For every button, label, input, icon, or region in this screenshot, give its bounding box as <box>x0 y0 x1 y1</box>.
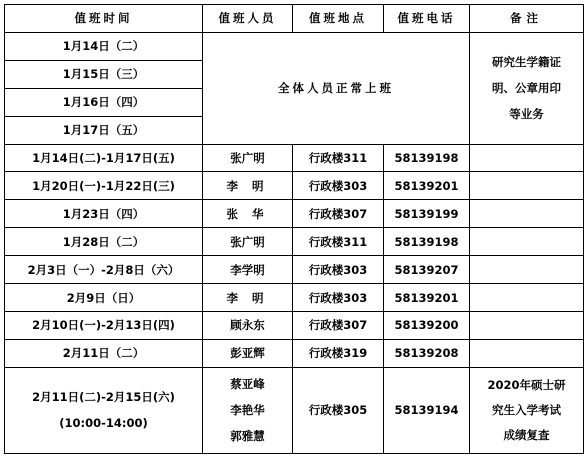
row-date: 2月10日(一)-2月13日(四) <box>5 311 203 339</box>
row-note <box>470 172 584 200</box>
row-note <box>470 228 584 256</box>
last-date-line: 2月11日(二)-2月15日(六) <box>32 390 175 405</box>
row-place: 行政楼311 <box>293 144 384 172</box>
note-line: 研究生学籍证 <box>492 55 561 70</box>
table-row <box>5 32 584 60</box>
header-person: 值班人员 <box>203 5 293 33</box>
note-line: 成绩复查 <box>503 427 550 442</box>
row-person: 李学明 <box>203 256 293 284</box>
row-phone: 58139208 <box>384 339 470 367</box>
person-name: 蔡亚峰 <box>230 377 265 392</box>
row-phone: 58139199 <box>384 200 470 228</box>
last-time-line: (10:00-14:00) <box>59 416 148 431</box>
row-date: 1月14日(二)-1月17日(五) <box>5 144 203 172</box>
table-row <box>5 228 584 256</box>
table-row <box>5 200 584 228</box>
row-place: 行政楼319 <box>293 339 384 367</box>
row-note <box>470 311 584 339</box>
normal-date-1: 1月14日（二） <box>5 32 203 60</box>
row-date: 2月9日（日） <box>5 284 203 312</box>
row-person: 彭亚辉 <box>203 339 293 367</box>
row-phone: 58139201 <box>384 284 470 312</box>
row-person: 张广明 <box>203 228 293 256</box>
header-phone: 值班电话 <box>384 5 470 33</box>
note-line: 2020年硕士研 <box>487 377 566 392</box>
table-row <box>5 172 584 200</box>
header-place: 值班地点 <box>293 5 384 33</box>
row-person: 张广明 <box>203 144 293 172</box>
row-place: 行政楼307 <box>293 200 384 228</box>
row-note <box>470 256 584 284</box>
row-person: 张 华 <box>203 200 293 228</box>
table-row <box>5 284 584 312</box>
row-place: 行政楼303 <box>293 256 384 284</box>
row-phone: 58139207 <box>384 256 470 284</box>
row-place: 行政楼311 <box>293 228 384 256</box>
last-persons-cell <box>203 367 293 453</box>
row-phone: 58139200 <box>384 311 470 339</box>
row-phone: 58139198 <box>384 228 470 256</box>
normal-date-4: 1月17日（五） <box>5 116 203 144</box>
row-date: 1月23日（四） <box>5 200 203 228</box>
row-phone: 58139201 <box>384 172 470 200</box>
person-name: 李艳华 <box>230 403 265 418</box>
note-line: 等业务 <box>509 107 544 122</box>
table-row <box>5 311 584 339</box>
table-row <box>5 339 584 367</box>
header-row <box>5 5 584 33</box>
header-note: 备注 <box>470 5 584 33</box>
normal-date-2: 1月15日（三） <box>5 60 203 88</box>
table-row-last <box>5 367 584 453</box>
row-person: 顾永东 <box>203 311 293 339</box>
row-note <box>470 339 584 367</box>
table-row <box>5 144 584 172</box>
table-row <box>5 256 584 284</box>
normal-date-3: 1月16日（四） <box>5 88 203 116</box>
person-name: 郭雅慧 <box>230 429 265 444</box>
last-place: 行政楼305 <box>293 367 384 453</box>
row-person: 李 明 <box>203 284 293 312</box>
row-note <box>470 200 584 228</box>
last-phone: 58139194 <box>384 367 470 453</box>
row-date: 2月3日（一）-2月8日（六） <box>5 256 203 284</box>
row-place: 行政楼303 <box>293 172 384 200</box>
row-date: 1月28日（二） <box>5 228 203 256</box>
duty-schedule-table <box>4 4 584 454</box>
normal-note-cell <box>470 32 584 144</box>
last-note-cell <box>470 367 584 453</box>
row-place: 行政楼307 <box>293 311 384 339</box>
last-date-cell <box>5 367 203 453</box>
row-note <box>470 144 584 172</box>
row-place: 行政楼303 <box>293 284 384 312</box>
row-person: 李 明 <box>203 172 293 200</box>
row-date: 1月20日(一)-1月22日(三) <box>5 172 203 200</box>
row-date: 2月11日（二） <box>5 339 203 367</box>
note-line: 明、公章用印 <box>492 81 561 96</box>
row-note <box>470 284 584 312</box>
normal-staff-cell: 全体人员正常上班 <box>203 32 470 144</box>
note-line: 究生入学考试 <box>492 402 561 417</box>
header-date: 值班时间 <box>5 5 203 33</box>
row-phone: 58139198 <box>384 144 470 172</box>
